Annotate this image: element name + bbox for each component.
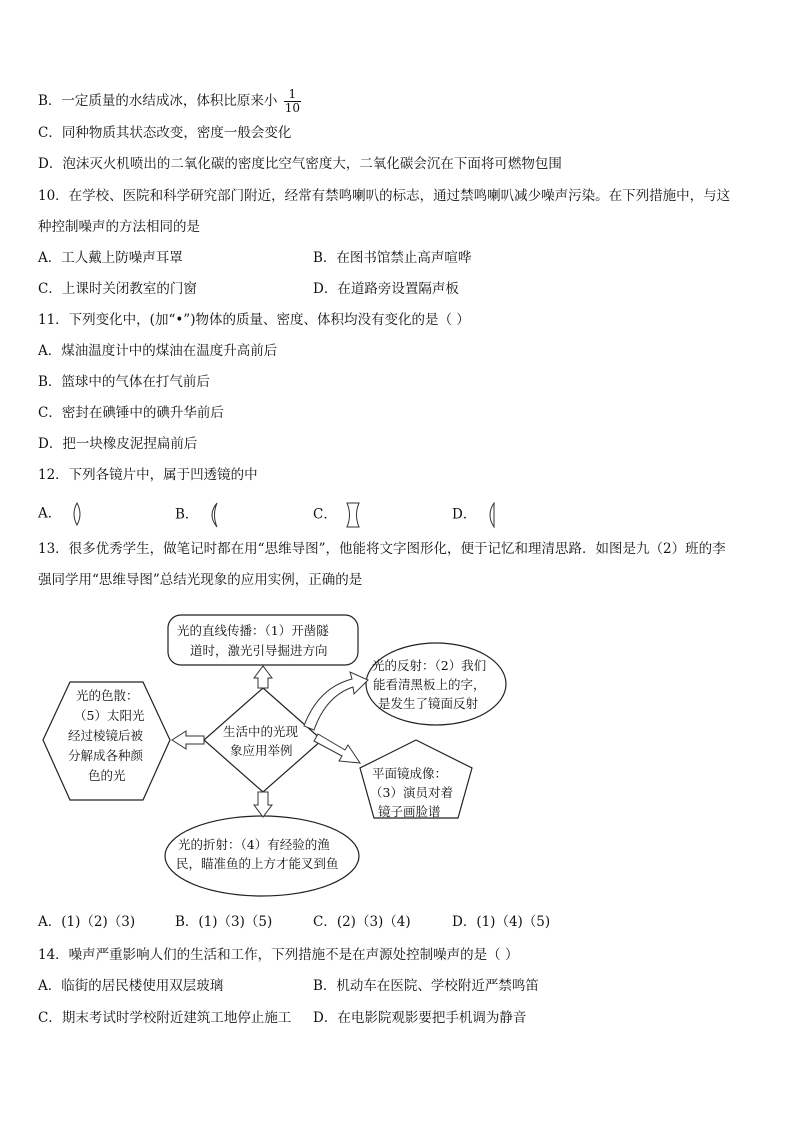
arrow-left-icon bbox=[172, 731, 204, 749]
q12-option-b-label: B． bbox=[175, 506, 199, 523]
q11-option-b: B．篮球中的气体在打气前后 bbox=[38, 374, 210, 390]
node-top-text-line1: 光的直线传播：（1）开凿隧 bbox=[177, 623, 329, 638]
node-center-text-line2: 象应用举例 bbox=[230, 743, 293, 758]
q14-option-a: A．临街的居民楼使用双层玻璃 bbox=[38, 978, 224, 994]
q11-option-c: C．密封在碘锤中的碘升华前后 bbox=[38, 405, 224, 421]
node-center-text-line1: 生活中的光现 bbox=[223, 724, 299, 739]
q10-stem-line1: 10．在学校、医院和科学研究部门附近，经常有禁鸣喇叭的标志，通过禁鸣喇叭减少噪声污染。在下列措施中，与这 bbox=[38, 188, 731, 204]
plano-convex-lens-icon bbox=[485, 502, 499, 528]
q12-option-a bbox=[38, 502, 84, 526]
q10-option-b: B．在图书馆禁止高声喧哗 bbox=[313, 250, 472, 266]
node-bottom-text-line1: 光的折射：（4）有经验的渔 bbox=[178, 837, 330, 852]
q10-option-d: D．在道路旁设置隔声板 bbox=[313, 281, 459, 297]
q13-option-b: B．(1)（3)（5) bbox=[175, 914, 273, 930]
fraction-numerator: 1 bbox=[284, 88, 301, 102]
node-top-text-line2: 道时，激光引导掘进方向 bbox=[190, 643, 328, 658]
q14-stem: 14．噪声严重影响人们的生活和工作，下列措施不是在声源处控制噪声的是（ ） bbox=[38, 947, 519, 963]
node-right-text-line1: 光的反射：（2）我们 bbox=[372, 658, 487, 673]
q14-option-b: B．机动车在医院、学校附近严禁鸣笛 bbox=[313, 978, 539, 994]
meniscus-lens-icon bbox=[207, 502, 221, 528]
biconvex-lens-icon bbox=[70, 502, 84, 526]
q12-option-d-label: D． bbox=[452, 506, 477, 523]
q13-option-d: D．(1)（4)（5) bbox=[452, 914, 551, 930]
fraction-denominator: 10 bbox=[284, 101, 300, 115]
q10-stem-line2: 种控制噪声的方法相同的是 bbox=[38, 219, 200, 235]
q13-option-a: A．(1)（2)（3) bbox=[38, 914, 136, 930]
node-pent-text-line1: 平面镜成像： bbox=[372, 766, 448, 781]
q10-option-c: C．上课时关闭教室的门窗 bbox=[38, 281, 197, 297]
mind-map-diagram bbox=[0, 600, 794, 905]
node-left-text-line5: 色的光 bbox=[88, 768, 126, 783]
q11-option-d: D．把一块橡皮泥捏扁前后 bbox=[38, 436, 198, 452]
q12-option-c-label: C． bbox=[313, 506, 337, 523]
q12-option-a-label: A． bbox=[38, 505, 62, 522]
q12-option-b bbox=[175, 502, 221, 528]
node-left-text-line3: 经过棱镜后被 bbox=[68, 728, 144, 743]
q11-stem: 11．下列变化中，(加“•”)物体的质量、密度、体积均没有变化的是（ ） bbox=[38, 312, 470, 328]
node-left-text-line1: 光的色散： bbox=[76, 688, 139, 703]
q13-stem-line1: 13．很多优秀学生，做笔记时都在用“思维导图”，他能将文字图形化，便于记忆和理清思路．如图是九（2）班的李 bbox=[38, 541, 726, 557]
q10-option-a: A．工人戴上防噪声耳罩 bbox=[38, 250, 183, 266]
node-right-text-line2: 能看清黑板上的字， bbox=[373, 677, 486, 692]
q9-option-c: C．同种物质其状态改变，密度一般会变化 bbox=[38, 125, 292, 141]
node-left-text-line2: （5）太阳光 bbox=[74, 708, 145, 723]
q11-option-a: A．煤油温度计中的煤油在温度升高前后 bbox=[38, 343, 278, 359]
q9-option-b-text: B．一定质量的水结成冰，体积比原来小 bbox=[38, 93, 278, 109]
q12-option-d bbox=[452, 502, 499, 528]
q9-option-b bbox=[38, 88, 301, 115]
q14-option-c: C．期末考试时学校附近建筑工地停止施工 bbox=[38, 1010, 292, 1026]
arrow-down-right-icon bbox=[314, 734, 360, 763]
biconcave-lens-icon bbox=[345, 502, 361, 528]
node-center bbox=[204, 688, 322, 792]
q13-option-c: C．(2)（3)（4) bbox=[313, 914, 411, 930]
q12-option-c bbox=[313, 502, 361, 528]
q13-stem-line2: 强同学用“思维导图”总结光现象的应用实例，正确的是 bbox=[38, 572, 363, 588]
q14-option-d: D．在电影院观影要把手机调为静音 bbox=[313, 1010, 527, 1026]
node-pent-text-line3: 镜子画脸谱 bbox=[378, 804, 441, 819]
fraction-one-tenth bbox=[284, 88, 301, 115]
node-left-text-line4: 分解成各种颜 bbox=[68, 748, 144, 763]
arrow-up-icon bbox=[254, 666, 272, 688]
node-pent-text-line2: （3）演员对着 bbox=[370, 785, 453, 800]
q9-option-d: D．泡沫灭火机喷出的二氧化碳的密度比空气密度大，二氧化碳会沉在下面将可燃物包围 bbox=[38, 156, 562, 172]
node-right-text-line3: 是发生了镜面反射 bbox=[378, 696, 479, 711]
q12-stem: 12．下列各镜片中，属于凹透镜的中 bbox=[38, 467, 258, 483]
arrow-down-icon bbox=[254, 792, 272, 817]
arrow-curved-right-icon bbox=[304, 672, 368, 730]
node-bottom-text-line2: 民，瞄准鱼的上方才能叉到鱼 bbox=[176, 856, 339, 871]
